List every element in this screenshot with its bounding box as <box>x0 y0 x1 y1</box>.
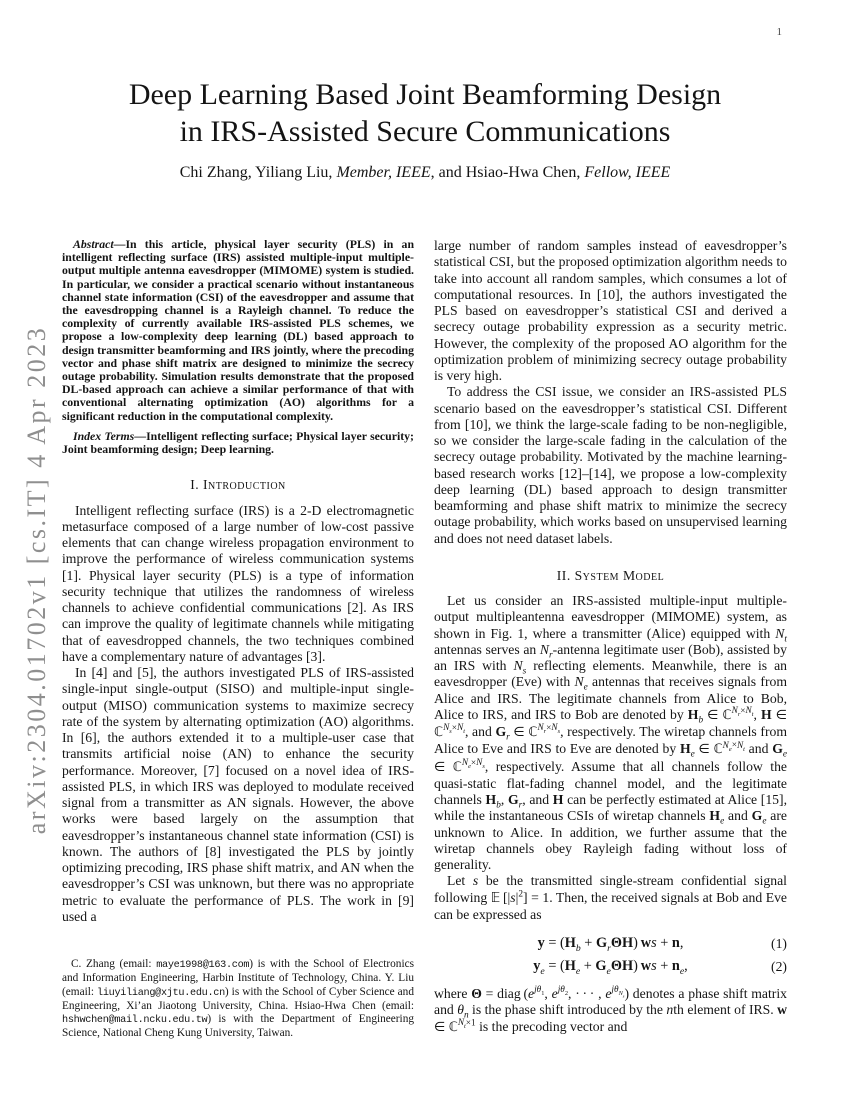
introduction-paragraph-2: In [4] and [5], the authors investigated PLS of IRS-assisted single-input single-output (SISO) and multiple-input single-output (MISO) communication systems to maximize secrecy rate of the system by alternating optimization (AO) algorithms. In [6], the authors extended it to a multiple-user case that transmits artificial noise (AN) to enhance the security performance. Moreover, [7] focused on a novel idea of IRS-assisted PLS, in which IRS was deployed to modulate received signal from a transmitter as AN signals. However, the above works were based largely on the assumption that eavesdropper’s instantaneous channel state information (CSI) is known. The authors of [8] investigated the PLS by jointly optimizing precoding, IRS phase shift matrix, and AN when the eavesdropper’s CSI was unknown, but there was no appropriate metric to evaluate the performance of PLS. The work in [9] used a <box>62 665 414 924</box>
equation-2-number: (2) <box>771 959 787 974</box>
equation-2-body: $y_e = (H_e + G_e\Theta H)$ ws + $n_e$, <box>533 958 688 977</box>
section-heading-system-model: II. System Model <box>556 567 665 583</box>
equation-1 <box>434 932 787 955</box>
authors-line: Chi Zhang, Yiliang Liu, Member, IEEE, and Hsiao-Hwa Chen, Fellow, IEEE <box>179 164 671 181</box>
abstract-paragraph: Abstract—In this article, physical layer security (PLS) in an intelligent reflecting surface (IRS) assisted multiple-input multiple-output multiple antenna eavesdropper (MIMOME) system is studied. In particular, we consider a practical scenario without instantaneous channel state information (CSI) of the eavesdropper and assume that the eavesdropping channel is a Rayleigh channel. To reduce the complexity of currently available IRS-assisted PLS schemes, we propose a low-complexity deep learning (DL) based approach to design transmitter beamforming and IRS jointly, where the precoding vector and phase shift matrix are designed to minimize the secrecy outage probability. Simulation results demonstrate that the proposed DL-based approach can achieve a similar performance of that with conventional alternating optimization (AO) algorithms for a significant reduction in the computational complexity. <box>62 237 414 423</box>
phase-shift-paragraph: where Θ = diag ($e^{j\theta_1}$, $e^{j\theta_2}$, · · · , $e^{j\theta_{N_s}}$) denotes a phase shift matrix and $\theta_n$ is the phase shift introduced by the nth element of IRS. w ∈ ℂ$^{N_t\times 1}$ is the precoding vector and <box>434 985 788 1035</box>
title-block <box>0 76 850 182</box>
left-column <box>62 238 414 925</box>
introduction-paragraph-1: Intelligent reflecting surface (IRS) is a 2-D electromagnetic metasurface composed of a large number of low-cost passive elements that can change wireless propagation environment to improve the performance of wireless communication systems [1]. Physical layer security (PLS) is a type of information security technique that utilizes the randomness of wireless channels to achieve confidential communications [2]. As IRS can improve the quality of legitimate channels while mitigating that of eavesdropped channels, the two techniques combined have a complementary nature of advantages [3]. <box>62 502 414 664</box>
signal-model-paragraph: Let s be the transmitted single-stream confidential signal following 𝔼 $[|s|^2] = 1$. Then, the received signals at Bob and Eve can be expressed as <box>434 873 788 922</box>
equation-2 <box>434 955 787 978</box>
section-heading-introduction: I. Introduction <box>190 477 286 493</box>
body-paragraph-continuation: large number of random samples instead of eavesdropper’s statistical CSI, but the proposed optimization algorithm needs to take into account all random samples, which consumes a lot of computational resources. In [10], the authors investigated the PLS based on eavesdropper’s statistical CSI and derived a secrecy outage probability expression as a security metric. However, the complexity of the proposed AO algorithm for the optimization problem of minimizing secrecy outage probability is very high. <box>434 238 787 383</box>
arxiv-watermark: arXiv:2304.01702v1 [cs.IT] 4 Apr 2023 <box>22 325 51 835</box>
system-model-paragraph: Let us consider an IRS-assisted multiple-input multiple-output multipleantenna eavesdropper (MIMOME) system, as shown in Fig. 1, where a transmitter (Alice) equipped with $N_t$ antennas serves an $N_r$-antenna legitimate user (Bob), assisted by an IRS with $N_s$ reflecting elements. Meanwhile, there is an eavesdropper (Eve) with $N_e$ antennas that receives signals from Alice and IRS. The legitimate channels from Alice to Bob, Alice to IRS, and IRS to Bob are denoted by $H_b$ ∈ ℂ$^{N_r\times N_t}$, H ∈ ℂ$^{N_s\times N_t}$, and $G_r$ ∈ ℂ$^{N_r\times N_s}$, respectively. The wiretap channels from Alice to Eve and IRS to Eve are denoted by $H_e$ ∈ ℂ$^{N_e\times N_t}$ and $G_e$ ∈ ℂ$^{N_e\times N_s}$, respectively. Assume that all channels follow the quasi-static flat-fading channel model, and the legitimate channels $H_b$, $G_r$, and H can be perfectly estimated at Alice [15], while the instantaneous CSIs of wiretap channels $H_e$ and $G_e$ are unknown to Alice. In addition, we further assume that the wiretap channels obey Rayleigh fading without loss of generality. <box>434 593 788 872</box>
body-paragraph-contribution: To address the CSI issue, we consider an IRS-assisted PLS scenario based on the eavesdropper’s statistical CSI. Different from [10], we think the large-scale fading to be non-negligible, so we consider the large-scale fading in the calculation of the secrecy outage probability. Motivated by the machine learning-based research works [12]–[14], we propose a low-complexity deep learning (DL) based approach to design transmitter beamforming and phase shift matrix to minimize the secrecy outage probability, which works based on unsupervised learning and does not need dataset labels. <box>434 384 787 546</box>
paper-title-line1: Deep Learning Based Joint Beamforming Design <box>128 78 722 111</box>
equation-1-body: $y = (H_b + G_r\Theta H)$ ws + n, <box>537 935 684 954</box>
equation-1-number: (1) <box>771 936 787 951</box>
author-affiliations-footnote: C. Zhang (email: maye1998@163.com) is with the School of Electronics and Information Engineering, Harbin Institute of Technology, China. Y. Liu (email: liuyiliang@xjtu.edu.cn) is with the School of Cyber Science and Engineering, Xi’an Jiaotong University, China. Hsiao-Hwa Chen (email: hshwchen@mail.ncku.edu.tw) is with the Department of Engineering Science, National Cheng Kung University, Taiwan. <box>62 958 414 1040</box>
equation-block <box>434 932 787 978</box>
right-column <box>434 238 787 1036</box>
index-terms-paragraph: Index Terms—Intelligent reflecting surface; Physical layer security; Joint beamforming design; Deep learning. <box>62 428 414 457</box>
paper-title <box>0 76 850 150</box>
paper-title-line2: in IRS-Assisted Secure Communications <box>179 115 671 148</box>
page-number: 1 <box>776 26 782 38</box>
